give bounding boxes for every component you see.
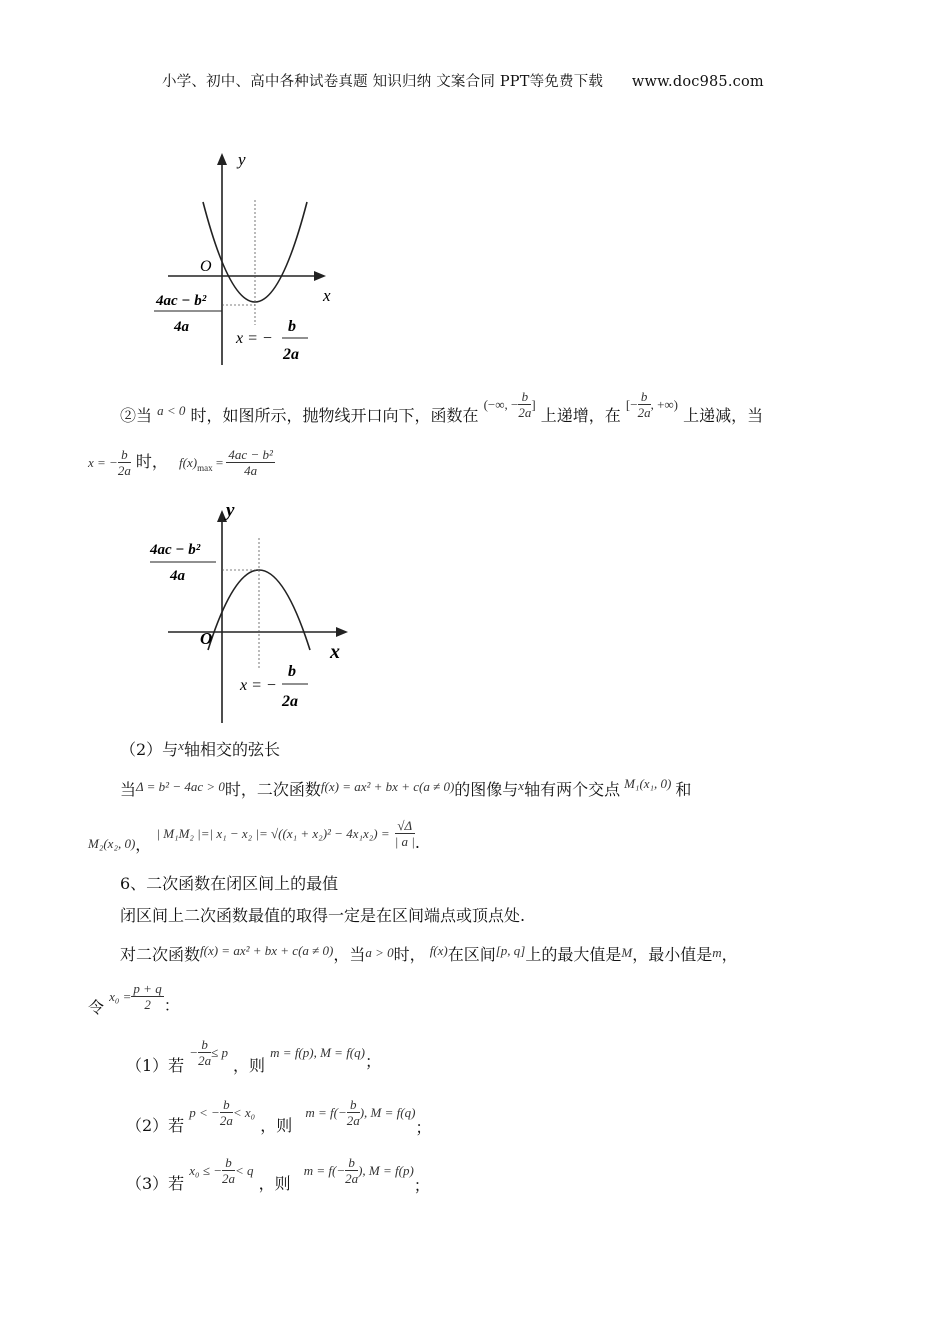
case-item [126,1032,381,1075]
s6-line2-g: ， [721,945,738,964]
case-result: m = f(p), M = f(q) [270,1045,365,1060]
case-result-a: m = f(− [305,1105,347,1120]
fmax-sub: max [197,463,213,474]
case-cond-num: b [220,1097,233,1113]
chord-heading [120,737,280,760]
vertex-value-num: 4ac − b² [156,293,207,309]
header-site: www.doc985.com [631,74,764,90]
case-cond-den: 2a [219,1113,233,1128]
para2-line2 [88,442,275,482]
case-result-num: b [347,1097,360,1113]
point-m1: M₁(x₁, 0) [624,776,672,791]
axis-eq-prefix: x = − [240,677,277,694]
chord-line1-a: 当 [120,780,137,799]
chord-comma: ， [135,835,152,854]
chord-length-formula: | M₁M₂ |=| x₁ − x₂ |= √((x₁ + x₂)² − 4x₁x₂) = [156,826,390,841]
s6-line2-e: 上的最大值是 [525,945,622,964]
case-label: （1）若 [126,1056,185,1075]
case-result-frac [347,1097,360,1128]
y-label: y [238,150,246,169]
line2-x: x = − [88,455,118,470]
interval1-close: ] [531,397,536,412]
case-label: （2）若 [126,1116,185,1135]
case-end: ； [413,1176,430,1195]
axis-eq-num: b [288,318,296,335]
interval2-num: b [638,389,651,405]
fmax-num: 4ac − b² [228,447,273,462]
case-result-a: m = f(− [303,1163,346,1178]
x0-frac [131,981,163,1012]
vertex-value-den: 4a [174,319,189,335]
axis-eq-den: 2a [283,346,299,363]
line2-frac [118,447,131,478]
page-header [162,70,764,91]
s6-line2-c: 时， [393,945,426,964]
s6-fx: f(x) [429,943,448,958]
section6-title: 6、二次函数在闭区间上的最值 [120,874,339,893]
chord-heading-a: （2）与 [120,740,179,759]
interval1-den: 2a [518,405,532,420]
chord-line2 [88,810,420,856]
graph-downward-parabola [140,498,360,728]
y-label: y [226,500,235,521]
case-cond-den: 2a [221,1171,235,1186]
case-cond-a: p < − [189,1105,220,1120]
case-cond-frac [198,1037,211,1068]
case-end: ； [415,1118,432,1137]
s6-min-m: m [712,945,722,960]
s6-line2-a: 对二次函数 [120,945,201,964]
para2-line1 [120,389,764,434]
s6-max-M: M [621,945,633,960]
case-cond-num: b [222,1155,235,1171]
interval1-num: b [518,389,531,405]
axis-eq-den: 2a [282,693,298,710]
case-label: （3）若 [126,1174,185,1193]
interval-increasing [483,389,541,420]
case-cond-frac [220,1097,233,1128]
chord-line1-b: 时，二次函数 [224,780,321,799]
case-result-den: 2a [345,1171,359,1186]
case-item [126,1150,430,1195]
s6-line2-f: ，最小值是 [632,945,713,964]
case-result-b: ), M = f(p) [358,1163,414,1178]
para2-prefix: ②当 [120,406,153,425]
axis-eq-prefix: x = − [236,330,273,347]
case-cond-den: 2a [198,1053,212,1068]
interval1-open: (−∞, − [483,397,519,412]
interval-decreasing [625,389,683,420]
chord-line1-e: 和 [675,780,692,799]
chord-len-num: √Δ [395,818,415,834]
delta-condition: Δ = b² − 4ac > 0 [136,779,225,794]
line2-num: b [118,447,131,463]
case-end: ； [364,1052,381,1071]
section6-line3 [88,976,180,1016]
origin-label: O [200,258,212,275]
case-result-num: b [345,1155,358,1171]
x0-den: 2 [144,997,151,1012]
origin-label: O [200,629,213,648]
chord-period: . [414,833,420,852]
case-then: ，则 [233,1056,266,1075]
chord-heading-x: x [178,738,184,753]
para2-t2: 上递增，在 [540,406,621,425]
para2-cond: a < 0 [157,403,186,418]
interval2-close: , +∞) [650,397,679,412]
chord-line1-c: 的图像与 [454,780,519,799]
case-then: ，则 [258,1174,291,1193]
fmax-den: 4a [244,463,258,478]
s6-line3-a: 令 [88,998,105,1017]
case-cond-frac [222,1155,235,1186]
para2-t3: 上递减，当 [683,406,764,425]
case-cond-a: x₀ ≤ − [189,1163,222,1178]
fmax-frac [226,447,274,478]
x-axis-arrow [336,627,348,637]
axis-eq-num: b [288,663,296,680]
x-label: x [330,641,340,663]
case-cond-num: b [198,1037,211,1053]
quadratic-function: f(x) = ax² + bx + c(a ≠ 0) [320,779,455,794]
para2-t1: 时，如图所示，抛物线开口向下，函数在 [190,406,479,425]
s6-interval: [p, q] [495,943,526,958]
s6-line2-b: ，当 [333,945,366,964]
x-label: x [323,286,331,305]
s6-function: f(x) = ax² + bx + c(a ≠ 0) [200,943,334,958]
chord-line1-x: x [518,778,525,793]
line2-den: 2a [117,463,131,478]
case-result-frac [345,1155,358,1186]
x0-label: x₀ = [109,989,132,1004]
interval1-frac [518,389,531,420]
case-cond-b: < q [234,1163,254,1178]
s6-line2-d: 在区间 [447,945,496,964]
chord-length-frac [395,818,415,849]
x0-num: p + q [133,981,162,996]
interval2-open: [− [625,397,638,412]
case-result-b: ), M = f(q) [359,1105,416,1120]
case-cond-a: − [189,1045,199,1060]
s6-cond: a > 0 [365,945,394,960]
vertex-value-den: 4a [170,568,185,584]
section6-line1: 闭区间上二次函数最值的取得一定是在区间端点或顶点处. [120,906,526,925]
case-then: ，则 [260,1116,293,1135]
chord-line1-d: 轴有两个交点 [524,780,621,799]
x-axis-arrow [314,271,326,281]
line2-t: 时， [135,452,168,471]
interval2-frac [638,389,651,420]
interval2-den: 2a [637,405,651,420]
section6-line2 [120,942,738,965]
header-text: 小学、初中、高中各种试卷真题 知识归纳 文案合同 PPT等免费下载 [162,74,604,90]
y-axis-arrow [217,153,227,165]
fmax-eq: = [212,455,227,470]
chord-line1 [120,777,691,800]
vertex-value-num: 4ac − b² [150,542,201,558]
case-cond-b: ≤ p [211,1045,228,1060]
fmax-label: f(x) [179,455,198,470]
chord-len-den: | a | [394,834,415,849]
case-result-den: 2a [346,1113,360,1128]
case-item [126,1092,432,1137]
chord-heading-b: 轴相交的弦长 [183,740,280,759]
case-cond-b: < x₀ [232,1105,256,1120]
s6-line3-b: ： [163,996,180,1015]
graph-upward-parabola [148,145,348,370]
point-m2: M₂(x₂, 0) [88,836,136,851]
